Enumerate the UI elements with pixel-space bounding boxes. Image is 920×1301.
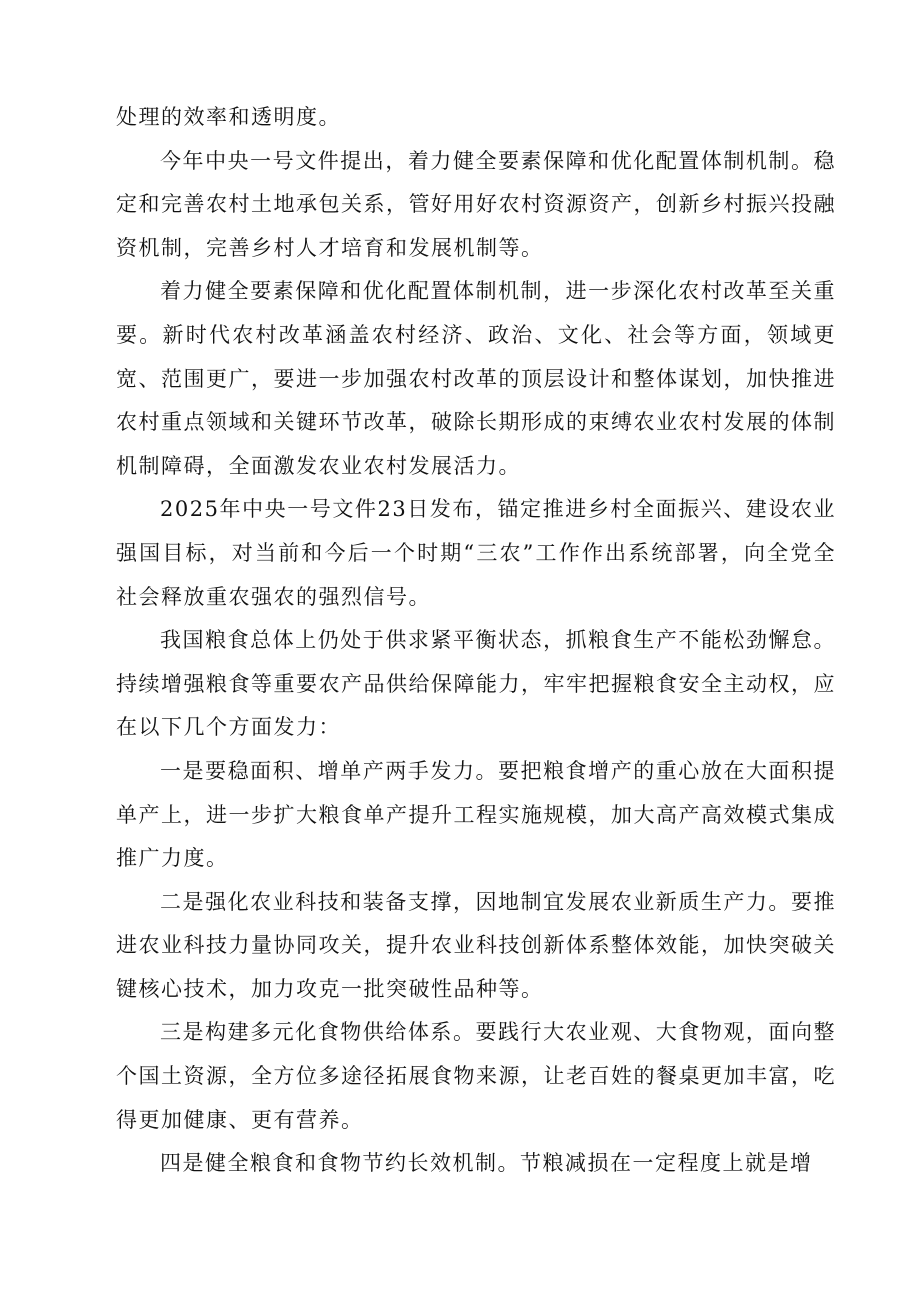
document-body: [116, 96, 836, 1186]
paragraph: 2025年中央一号文件23日发布，锚定推进乡村全面振兴、建设农业强国目标，对当前和今后一个时期“三农”工作作出系统部署，向全党全社会释放重农强农的强烈信号。: [116, 497, 836, 609]
paragraph: 一是要稳面积、增单产两手发力。要把粮食增产的重心放在大面积提单产上，进一步扩大粮食单产提升工程实施规模，加大高产高效模式集成推广力度。: [116, 758, 836, 871]
paragraph: 四是健全粮食和食物节约长效机制。节粮减损在一定程度上就是增: [160, 1151, 813, 1176]
paragraph: 着力健全要素保障和优化配置体制机制，进一步深化农村改革至关重要。新时代农村改革涵盖农村经济、政治、文化、社会等方面，领域更宽、范围更广，要进一步加强农村改革的顶层设计和整体谋划，加快推进农村重点领域和关键环节改革，破除长期形成的束缚农业农村发展的体制机制障碍，全面激发农业农村发展活力。: [116, 279, 836, 478]
paragraph: 处理的效率和透明度。: [116, 105, 341, 129]
paragraph: 三是构建多元化食物供给体系。要践行大农业观、大食物观，面向整个国土资源，全方位多途径拓展食物来源，让老百姓的餐桌更加丰富，吃得更加健康、更有营养。: [116, 1020, 836, 1132]
paragraph: 二是强化农业科技和装备支撑，因地制宜发展农业新质生产力。要推进农业科技力量协同攻关，提升农业科技创新体系整体效能，加快突破关键核心技术，加力攻克一批突破性品种等。: [116, 889, 836, 1001]
paragraph: 我国粮食总体上仍处于供求紧平衡状态，抓粮食生产不能松劲懈怠。持续增强粮食等重要农产品供给保障能力，牢牢把握粮食安全主动权，应在以下几个方面发力：: [116, 628, 836, 740]
paragraph: 今年中央一号文件提出，着力健全要素保障和优化配置体制机制。稳定和完善农村土地承包关系，管好用好农村资源资产，创新乡村振兴投融资机制，完善乡村人才培育和发展机制等。: [116, 148, 836, 260]
